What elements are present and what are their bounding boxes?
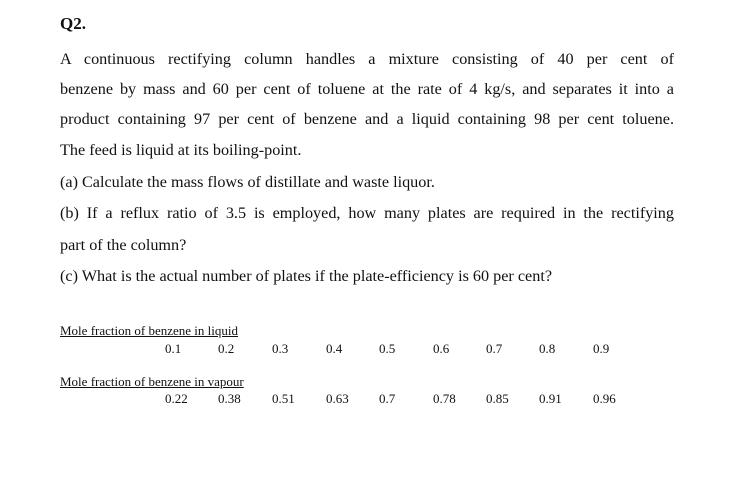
- vapour-value: 0.96: [593, 391, 616, 406]
- liquid-value: 0.7: [486, 341, 503, 356]
- vapour-fraction-label: Mole fraction of benzene in vapour: [60, 374, 244, 389]
- vapour-value: 0.38: [218, 391, 241, 406]
- liquid-value: 0.8: [539, 341, 556, 356]
- vapour-value: 0.7: [379, 391, 396, 406]
- liquid-value: 0.4: [326, 341, 343, 356]
- question-line-4: The feed is liquid at its boiling-point.: [60, 141, 302, 159]
- question-number: Q2.: [60, 14, 86, 33]
- vapour-value: 0.78: [433, 391, 456, 406]
- vapour-value: 0.85: [486, 391, 509, 406]
- vapour-value: 0.51: [272, 391, 295, 406]
- part-b-line-2: part of the column?: [60, 236, 187, 254]
- vapour-value: 0.91: [539, 391, 562, 406]
- part-a: (a) Calculate the mass flows of distillate and waste liquor.: [60, 173, 435, 191]
- liquid-value: 0.1: [165, 341, 182, 356]
- liquid-value: 0.3: [272, 341, 289, 356]
- liquid-value: 0.5: [379, 341, 396, 356]
- liquid-value: 0.9: [593, 341, 610, 356]
- question-line-3: product containing 97 per cent of benzene and a liquid containing 98 per cent toluene.: [60, 110, 674, 128]
- part-c: (c) What is the actual number of plates if the plate-efficiency is 60 per cent?: [60, 267, 553, 285]
- question-line-2: benzene by mass and 60 per cent of toluene at the rate of 4 kg/s, and separates it into a: [60, 80, 674, 98]
- vapour-value: 0.63: [326, 391, 349, 406]
- liquid-value: 0.2: [218, 341, 235, 356]
- liquid-value: 0.6: [433, 341, 450, 356]
- liquid-fraction-label: Mole fraction of benzene in liquid: [60, 323, 238, 338]
- vapour-value: 0.22: [165, 391, 188, 406]
- question-line-1: A continuous rectifying column handles a mixture consisting of 40 per cent of: [60, 50, 674, 68]
- part-b-line-1: (b) If a reflux ratio of 3.5 is employed, how many plates are required in the rectifying: [60, 204, 674, 222]
